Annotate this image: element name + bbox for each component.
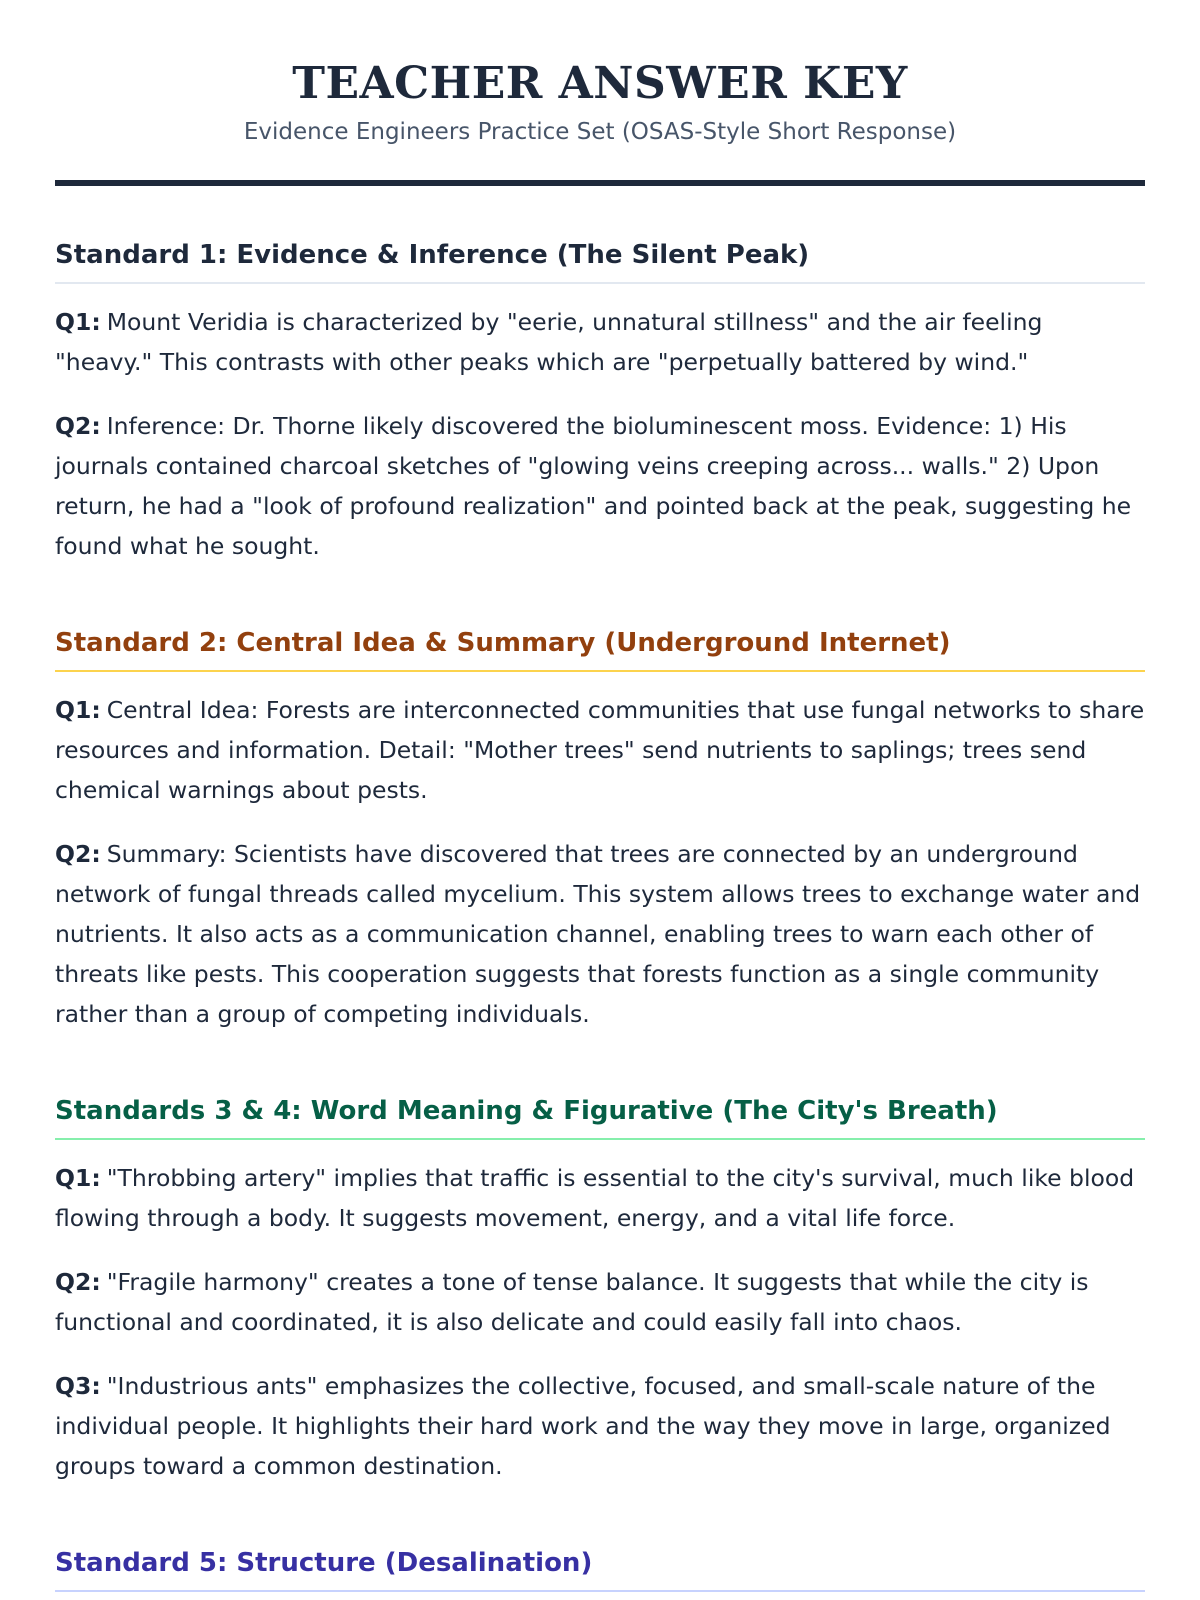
question-label: Q2: — [55, 1268, 101, 1296]
question-label: Q2: — [55, 840, 101, 868]
question-label: Q1: — [55, 696, 101, 724]
page-subtitle: Evidence Engineers Practice Set (OSAS-Style Short Response) — [243, 119, 957, 145]
answer-item — [55, 302, 1145, 382]
answer-text: "Throbbing artery" implies that traffic is essential to the city's survival, much like blood flowing through a body. It suggests movement, energy, and a vital life force. — [55, 1164, 1135, 1232]
question-label: Q1: — [55, 1164, 101, 1192]
answer-item — [55, 1158, 1145, 1238]
section-standard-5 — [55, 1546, 1145, 1592]
document-header — [55, 0, 1145, 186]
answer-item — [55, 1366, 1145, 1486]
answer-text: Inference: Dr. Thorne likely discovered the bioluminescent moss. Evidence: 1) His journals contained charcoal sketches of "glowing veins creeping across... walls." 2) Upon return, he had a "look of profound realization" and pointed back at the peak, suggesting he found what he sought. — [55, 412, 1132, 560]
answer-item — [55, 834, 1145, 1034]
page-title: TEACHER ANSWER KEY — [292, 58, 908, 109]
section-title: Standard 2: Central Idea & Summary (Underground Internet) — [55, 626, 1145, 672]
section-title: Standard 1: Evidence & Inference (The Silent Peak) — [55, 238, 1145, 284]
answer-text: Summary: Scientists have discovered that trees are connected by an underground network of fungal threads called mycelium. This system allows trees to exchange water and nutrients. It also acts as a communication channel, enabling trees to warn each other of threats like pests. This cooperation suggests that forests function as a single community rather than a group of competing individuals. — [55, 840, 1141, 1028]
question-label: Q2: — [55, 412, 101, 440]
section-standard-2 — [55, 626, 1145, 1034]
answer-text: Mount Veridia is characterized by "eerie, unnatural stillness" and the air feeling "heavy." This contrasts with other peaks which are "perpetually battered by wind." — [55, 308, 1043, 376]
answer-text: "Fragile harmony" creates a tone of tense balance. It suggests that while the city is functional and coordinated, it is also delicate and could easily fall into chaos. — [55, 1268, 1089, 1336]
header-divider — [55, 180, 1145, 186]
answer-text: Central Idea: Forests are interconnected communities that use fungal networks to share resources and information. Detail: "Mother trees" send nutrients to saplings; trees send chemical warnings about pests. — [55, 696, 1145, 804]
question-label: Q3: — [55, 1372, 101, 1400]
section-standards-3-4 — [55, 1094, 1145, 1486]
answer-item — [55, 690, 1145, 810]
section-standard-1 — [55, 238, 1145, 566]
answer-item — [55, 406, 1145, 566]
question-label: Q1: — [55, 308, 101, 336]
section-title: Standard 5: Structure (Desalination) — [55, 1546, 1145, 1592]
answer-item — [55, 1262, 1145, 1342]
section-title: Standards 3 & 4: Word Meaning & Figurative (The City's Breath) — [55, 1094, 1145, 1140]
answer-text: "Industrious ants" emphasizes the collective, focused, and small-scale nature of the individual people. It highlights their hard work and the way they move in large, organized groups toward a common destination. — [55, 1372, 1111, 1480]
